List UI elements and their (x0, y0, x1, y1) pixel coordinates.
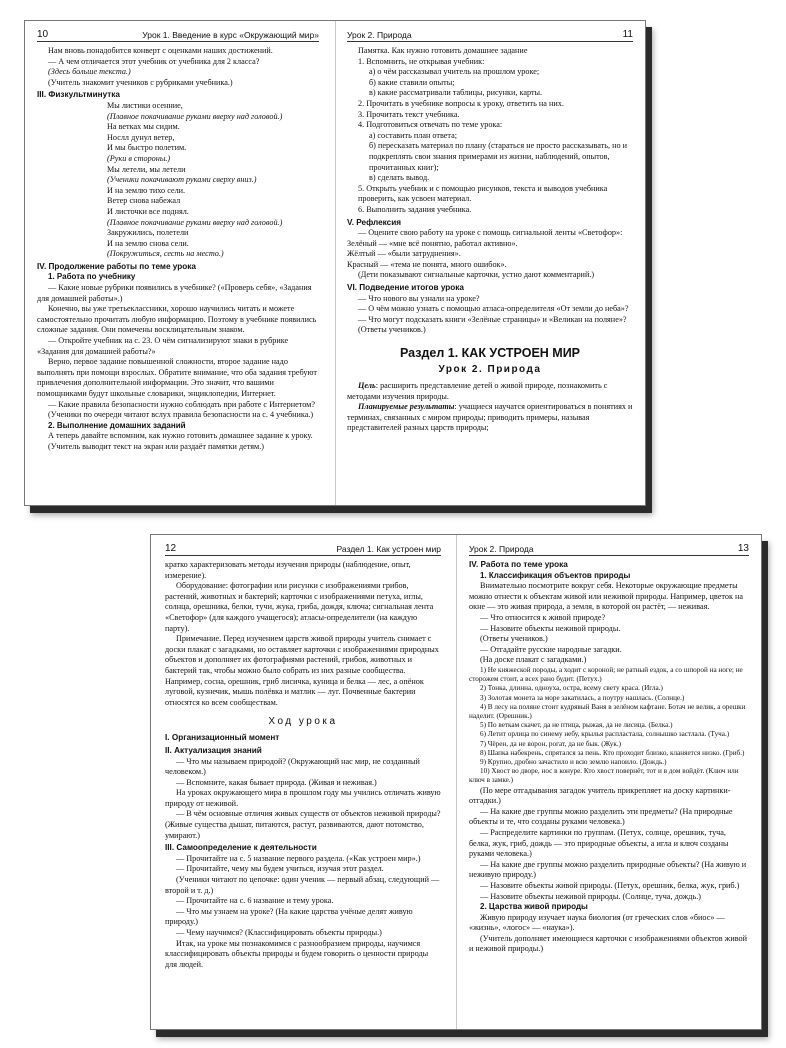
running-header (347, 29, 633, 42)
text-line: И мы быстро полетим. (107, 143, 187, 153)
section-title: Раздел 1. КАК УСТРОЕН МИР (399, 346, 581, 361)
text-line: V. Рефлексия (347, 217, 402, 227)
page-text (347, 46, 633, 336)
text-line: — Отгадайте русские народные загадки. (480, 644, 622, 654)
text-line: 2. Царства живой природы (480, 902, 588, 912)
text-line: (Руки в стороны.) (107, 153, 171, 163)
text-line: Зелёный — «мне всё понятно, работал активно». (347, 238, 518, 248)
text-line: — Распределите картинки по группам. (Петух, солнце, орешник, туча, белка, жук, гриб, дождь — это природные объекты, а игла и ключ созданы руками человека.) (469, 827, 729, 859)
text-line: Примечание. Перед изучением царств живой природы учитель снимает с доски плакат с загадками, но оставляет карточки с изображениями природных объектов и дополняет их фотографиями растений, грибов, животных и бактерий так, чтобы можно было собрать из них разные сообщества. Например, сосна, орешник, гриб лисичка, куница и белка — лес, а опёнок луговой, кузнечик, мышь полёвка и матлик — луг. Почвенные бактерии относятся ко всем сообществам. (165, 634, 439, 707)
text-line: III. Самоопределение к деятельности (165, 843, 317, 853)
header-title: Раздел 1. Как устроен мир (336, 544, 441, 554)
page-text (37, 46, 319, 453)
text-line: — Прочитайте, чему мы будем учиться, изучая этот раздел. (176, 864, 384, 874)
text-line: — В чём основные отличия живых существ от объектов неживой природы? (Живые существа дышат, питаются, растут, развиваются, дают потомство, умирают.) (165, 809, 441, 840)
text-line: 3. Прочитать текст учебника. (358, 109, 460, 119)
text-line: VI. Подведение итогов урока (347, 283, 464, 293)
text-line: Живую природу изучает наука биология (от греческих слов «биос» — «жизнь», «логос» — «наука»). (469, 912, 725, 933)
text-line: кратко характеризовать методы изучения природы (наблюдение, опыт, измерение). (165, 560, 411, 580)
spread-pages-10-11 (24, 20, 646, 506)
text-line: — Что относится к живой природе? (480, 612, 606, 622)
text-line: Закружились, полетели (107, 228, 189, 238)
text-line: — Назовите объекты живой природы. (Петух, орешник, белка, жук, гриб.) (480, 880, 740, 890)
text-line: (По мере отгадывания загадок учитель прикрепляет на доску картинки-отгадки.) (469, 785, 731, 806)
course-title: Ход урока (268, 716, 338, 728)
header-title: Урок 2. Природа (347, 30, 412, 40)
text-line: — Что мы узнаем на уроке? (На какие царства учёные делят живую природу.) (165, 906, 413, 927)
text-line: 8) Шапка набекрень, спрятался за пень. Кто проходит близко, кланяется низко. (Гриб.) (480, 748, 745, 757)
text-line: (Ученики по очереди читают вслух правила безопасности на с. 4 учебника.) (48, 410, 314, 420)
text-line: — Оцените свою работу на уроке с помощь сигнальной ленты «Светофор»: (358, 228, 623, 238)
text-line: IV. Работа по теме урока (469, 560, 568, 569)
text-line: (Учитель знакомит учеников с рубриками учебника.) (48, 77, 233, 87)
text-line: Внимательно посмотрите вокруг себя. Некоторые окружающие предметы можно отнести к объектам живой или неживой природы. Например, цветок на окне — это живая природа, а земля, в которой он растёт, — неживая. (469, 581, 743, 612)
text-line: (Ответы учеников.) (480, 634, 548, 644)
text-line: — Какие правила безопасности нужно соблюдать при работе с Интернетом? (48, 399, 315, 409)
text-line: (Учитель выводит текст на экран или раздаёт памятки детям.) (48, 441, 264, 451)
text-line: I. Организационный момент (165, 733, 280, 743)
text-line: — О чём можно узнать с помощью атласа-определителя «От земли до неба»? (358, 304, 629, 314)
page-11 (347, 29, 633, 505)
text-line: — Какие новые рубрики появились в учебнике? («Проверь себя», «Задания для домашней работы».) (37, 283, 312, 303)
text-line: в) какие рассматривали таблицы, рисунки, карты. (369, 88, 543, 98)
text-line: 6) Летит орлица по синему небу, крылья распластала, солнышко застлала. (Туча.) (480, 730, 730, 739)
text-line: — Чему научимся? (Классифицировать объекты природы.) (176, 928, 382, 937)
page-number: 10 (37, 29, 49, 40)
text-line: И на землю тихо сели. (107, 185, 186, 195)
text-line: (Ученики покачивают руками сверху вниз.) (107, 175, 257, 185)
page-text (469, 560, 749, 955)
text-line: 7) Чёрен, да не ворон, рогат, да не бык. (Жук.) (480, 739, 622, 748)
goal-paragraph: Цель: расширить представление детей о живой природе, познакомить с методами изучения природы. (347, 381, 608, 401)
text-line: На ветках мы сидим. (107, 122, 180, 132)
page-12 (165, 543, 441, 1029)
text-line: II. Актуализация знаний (165, 745, 262, 755)
text-line: (Здесь больше текста.) (48, 67, 131, 77)
text-line: 4) В лесу на поляне стоит кудрявый Ваня в зелёном кафтане. Ботач не велик, а орешки наделит. (Орешник.) (469, 702, 746, 720)
page-13 (469, 543, 749, 1029)
text-line: 2. Выполнение домашних заданий (48, 420, 186, 430)
text-line: Верно, первое задание повышенной сложности, второе задание надо выполнять при помощи взрослых. Обратите внимание, что оба задания требуют привлечения дополнительной информации. Это значит, что вашими помощниками будут школьные словарики, энциклопедии, Интернет. (37, 357, 318, 398)
running-header (469, 543, 749, 556)
results-paragraph: Планируемые результаты: учащиеся научатся ориентироваться в понятиях и терминах, связанных с миром природы; приводить примеры, называя представителей разных царств природы; (347, 402, 633, 433)
text-line: И на землю снова сели. (107, 238, 189, 248)
page-number: 13 (737, 543, 749, 554)
page-text (165, 560, 441, 708)
text-line: 9) Крупно, дробно зачастило и всю землю напоило. (Дождь.) (480, 757, 667, 766)
text-line: IV. Продолжение работы по теме урока (37, 261, 196, 271)
text-line: а) составить план ответа; (369, 130, 458, 140)
running-header (165, 543, 441, 556)
text-line: 10) Хвост во дворе, нос в конуре. Кто хвост повернёт, тот и в дом войдёт. (Ключ или ключ в замке.) (469, 767, 739, 785)
text-line: 1. Вспомнить, не открывая учебник: (358, 56, 485, 66)
text-line: — Вспомните, какая бывает природа. (Живая и неживая.) (176, 777, 377, 787)
text-line: — На какие две группы можно разделить природные объекты? (На живую и неживую природу.) (469, 859, 747, 880)
text-line: Оборудование: фотографии или рисунки с изображениями грибов, растений, животных и бактерий; карточки с изображениями петуха, иглы, солнца, орешника, белки, тучи, жука, гриба, дождя, ключа; сигнальная лента «Светофор» (для каждого учащегося); атласы-определители (на каждую парту). (165, 581, 434, 633)
lesson-title: Урок 2. Природа (438, 364, 542, 376)
text-line: — На какие две группы можно разделить эти предметы? (На природные объекты и те, что созданы руками человека.) (469, 806, 733, 827)
page-number: 12 (165, 543, 177, 554)
text-line: (На доске плакат с загадками.) (480, 655, 587, 665)
spread-pages-12-13 (150, 534, 762, 1030)
text-line: Мы летели, мы летели (107, 164, 186, 174)
text-line: Ветер снова набежал (107, 196, 181, 206)
text-line: б) какие ставили опыты; (369, 77, 455, 87)
text-line: (Плавное покачивание руками вверху над головой.) (107, 217, 283, 227)
text-line: в) сделать вывод. (369, 173, 430, 183)
text-line: (Дети показывают сигнальные карточки, устно дают комментарий.) (358, 270, 595, 280)
text-line: 1. Работа по учебнику (48, 272, 136, 282)
text-line: 4. Подготовиться отвечать по теме урока: (358, 120, 503, 130)
text-line: — Прочитайте на с. 6 название и тему урока. (176, 896, 334, 906)
text-line: Нам вновь понадобится конверт с оценками наших достижений. (48, 46, 273, 55)
text-line: 5. Открыть учебник и с помощью рисунков, текста и выводов учебника проверить, как усвоен материал. (358, 183, 608, 204)
text-line: — Что мы называем природой? (Окружающий нас мир, не созданный человеком.) (165, 756, 420, 777)
header-title: Урок 2. Природа (469, 544, 534, 554)
text-line: 3) Золотая монета за море закатилась, а поутру нашлась. (Солнце.) (480, 693, 685, 702)
text-line: Красный — «тема не понята, много ошибок». (347, 259, 507, 269)
text-line: (Учитель дополняет имеющиеся карточки с изображениями объектов живой и неживой природы.) (469, 933, 748, 954)
text-line: Итак, на уроке мы познакомимся с разнообразием природы, научимся классифицировать объекты природы и будем говорить о ценности природы для людей. (165, 938, 429, 969)
page-10 (37, 29, 319, 505)
text-line: — А чем отличается этот учебник от учебника для 2 класса? (48, 56, 260, 66)
text-line: На уроках окружающего мира в прошлом году мы учились отличать живую природу от неживой. (165, 788, 441, 808)
text-line: Жёлтый — «были затруднения». (347, 249, 461, 259)
spine (335, 21, 336, 505)
text-line: б) пересказать материал по плану (стараться не просто рассказывать, но и подкреплять свои знания примерами из жизни, наблюдений, опытов, прочитанных книг); (369, 141, 627, 172)
text-line: а) о чём рассказывал учитель на прошлом уроке; (369, 67, 540, 77)
text-line: (Ученики читают по цепочке: один ученик — первый абзац, следующий — второй и т. д.) (165, 875, 440, 895)
spine (456, 535, 457, 1029)
text-line: — Что могут подсказать книги «Зелёные страницы» и «Великан на поляне»? (358, 314, 627, 324)
text-line: 2) Тонка, длинна, одноуха, остра, всему свету краса. (Игла.) (480, 684, 663, 693)
page-number: 11 (622, 29, 633, 40)
text-line: 5) По веткам скачет, да не птица, рыжая, да не лисица. (Белка.) (480, 721, 673, 730)
text-line: — Назовите объекты неживой природы. (Солнце, туча, дождь.) (480, 891, 701, 901)
text-line: — Назовите объекты неживой природы. (480, 623, 621, 633)
text-line: И листочки все поднял. (107, 206, 189, 216)
text-line: Конечно, вы уже третьеклассники, хорошо научились читать и можете самостоятельно прочитать любую информацию. Поэтому в учебнике появились сложные задания. Они помечены восклицательным знаком. (37, 304, 317, 335)
text-line: — Прочитайте на с. 5 название первого раздела. («Как устроен мир».) (176, 853, 421, 863)
header-title: Урок 1. Введение в курс «Окружающий мир» (142, 30, 319, 40)
text-line: — Откройте учебник на с. 23. О чём сигнализируют знаки в рубрике «Задания для домашней работы?» (37, 336, 289, 356)
text-line: — Что нового вы узнали на уроке? (358, 293, 480, 303)
text-line: Мы листики осенние, (107, 100, 183, 110)
text-line: 1. Классификация объектов природы (480, 570, 631, 580)
page-text-continued (165, 733, 441, 970)
text-line: (Плавное покачивание руками вверху над головой.) (107, 111, 283, 121)
text-line: А теперь давайте вспомним, как нужно готовить домашнее задание к уроку. (48, 431, 313, 441)
text-line: (Ответы учеников.) (358, 325, 426, 335)
text-line: 1) Не княжеской породы, а ходит с короной; не ратный ездок, а со шпорой на ноге; не сторожем стоит, а всех рано будит. (Петух.) (469, 665, 743, 684)
text-line: Памятка. Как нужно готовить домашнее задание (358, 46, 528, 55)
text-line: (Покружиться, сесть на место.) (107, 249, 224, 259)
text-line: III. Физкультминутка (37, 90, 120, 100)
text-line: Нослл дунул ветер, (107, 132, 175, 142)
text-line: 6. Выполнить задания учебника. (358, 204, 472, 214)
text-line: 2. Прочитать в учебнике вопросы к уроку, ответить на них. (358, 98, 564, 108)
running-header (37, 29, 319, 42)
